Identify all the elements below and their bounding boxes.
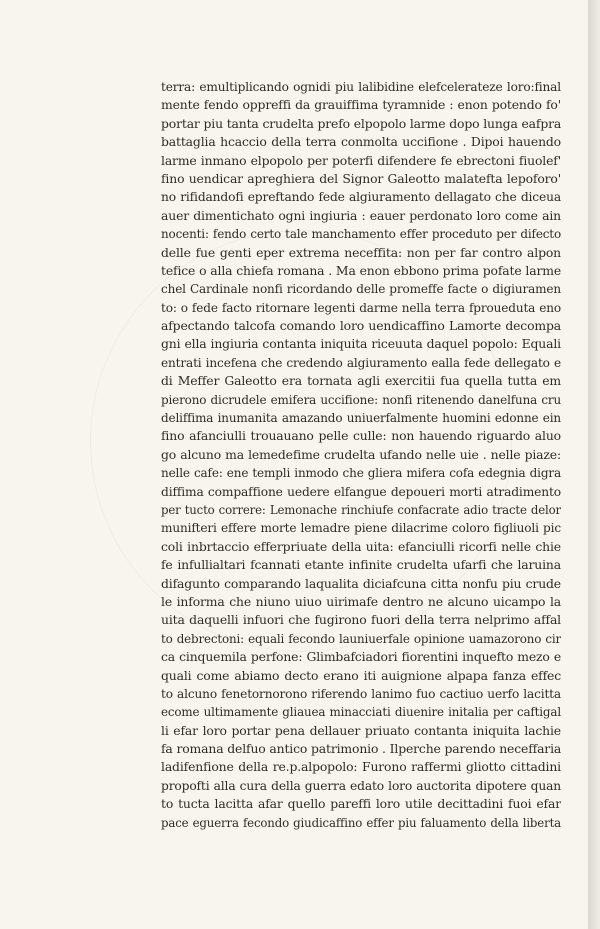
body-text — [161, 78, 561, 832]
text-line: to debrectoni: equali fecondo launiuerfale opinione uamazorono cir — [161, 631, 561, 646]
text-line: li efar loro portar pena dellauer priuato contanta iniquita lachie — [161, 722, 561, 738]
text-line: gni ella ingiuria contanta iniquita riceuuta daquel popolo: Equali — [161, 336, 561, 352]
text-line: fa romana delfuo antico patrimonio . Ilperche parendo neceffaria — [161, 741, 561, 757]
text-line: to: o fede facto ritornare legenti darme nella terra fproueduta eno — [161, 300, 561, 315]
text-line: delle fue genti eper extrema neceffita: non per far contro alpon — [161, 244, 561, 260]
text-line: diffima compaffione uedere elfangue depoueri morti atradimento — [161, 484, 561, 499]
text-line: per tucto correre: Lemonache rinchiufe confacrate adio tracte delor — [161, 502, 561, 517]
text-line: ca cinquemila perfone: Glimbafciadori fiorentini inquefto mezo e — [161, 649, 561, 665]
text-line: to alcuno fenetornorono riferendo lanimo fuo cactiuo uerfo lacitta — [161, 686, 561, 701]
text-line: pierono dicrudele emifera uccifione: nonfi ritenendo danelfuna cru — [161, 392, 561, 407]
text-line: le informa che niuno uiuo uirimafe dentro ne alcuno uicampo la — [161, 593, 561, 609]
text-line: mente fendo oppreffi da grauiffima tyramnide : enon potendo fo' — [161, 97, 561, 113]
text-line: terra: emultiplicando ognidi piu lalibidine elefcelerateze loro:final — [161, 80, 561, 94]
text-line: chel Cardinale nonfi ricordando delle promeffe facte o digiuramen — [161, 282, 561, 297]
text-line: propofti alla cura della guerra edato loro auctorita dipotere quan — [161, 778, 561, 793]
text-line: quali come abiamo decto erano iti auignione alpapa fanza effec — [161, 667, 561, 683]
text-line: fino afanciulli trouauano pelle culle: non hauendo riguardo aluo — [161, 428, 561, 444]
text-line: uita daquelli infuori che fugirono fuori della terra nelprimo affal — [161, 612, 561, 628]
text-line: difagunto comparando laqualita diciafcuna citta nonfu piu crude — [161, 575, 561, 591]
text-line: munifteri effere morte lemadre piene dilacrime coloro figliuoli pic — [161, 521, 561, 536]
text-line: afpectando talcofa comando loro uendicaffino Lamorte decompa — [161, 318, 561, 334]
text-line: nelle cafe: ene templi inmodo che gliera mifera cofa edegnia digra — [161, 466, 561, 481]
text-line: go alcuno ma lemedefime crudelta ufando nelle uie . nelle piaze: — [161, 446, 561, 462]
text-line: portar piu tanta crudelta prefo elpopolo larme dopo lunga eafpra — [161, 115, 561, 131]
text-line: fe infullialtari fcannati etante infinite crudelta ufarfi che laruina — [161, 557, 561, 573]
text-line: nocenti: fendo certo tale manchamento effer proceduto per difecto — [161, 227, 561, 242]
text-line: no rifidandofi epreftando fede algiuramento dellagato che diceua — [161, 190, 561, 205]
text-line: entrati incefena che credendo algiuramento ealla fede dellegato e — [161, 355, 561, 370]
text-line: larme inmano elpopolo per poterfi difendere fe ebrectoni fiuolef' — [161, 152, 561, 168]
text-line: battaglia hcaccio della terra conmolta uccifione . Dipoi hauendo — [161, 134, 561, 150]
text-line: tefice o alla chiefa romana . Ma enon ebbono prima pofate larme — [161, 262, 561, 278]
page-edge — [588, 0, 600, 929]
text-line: coli inbrtaccio efferpriuate della uita: efanciulli ricorfi nelle chie — [161, 538, 561, 554]
text-line: fino uendicar apreghiera del Signor Galeotto malatefta lepoforo' — [161, 170, 561, 186]
text-line: di Meffer Galeotto era tornata agli exercitii fua quella tutta em — [161, 373, 561, 389]
text-line: pace eguerra fecondo giudicaffino effer piu faluamento della liberta — [161, 815, 561, 830]
text-line: ecome ultimamente gliauea minacciati diuenire initalia per caftigal — [161, 705, 561, 720]
text-line: ladifenfione della re.p.alpopolo: Furono raffermi gliotto cittadini — [161, 759, 561, 775]
text-line: auer dimentichato ogni ingiuria : eauer perdonato loro come ain — [161, 207, 561, 223]
text-line: deliffima inumanita amazando uniuerfalmente huomini edonne ein — [161, 411, 561, 426]
text-line: to tucta lacitta afar quello pareffi loro utile decittadini fuoi efar — [161, 796, 561, 812]
